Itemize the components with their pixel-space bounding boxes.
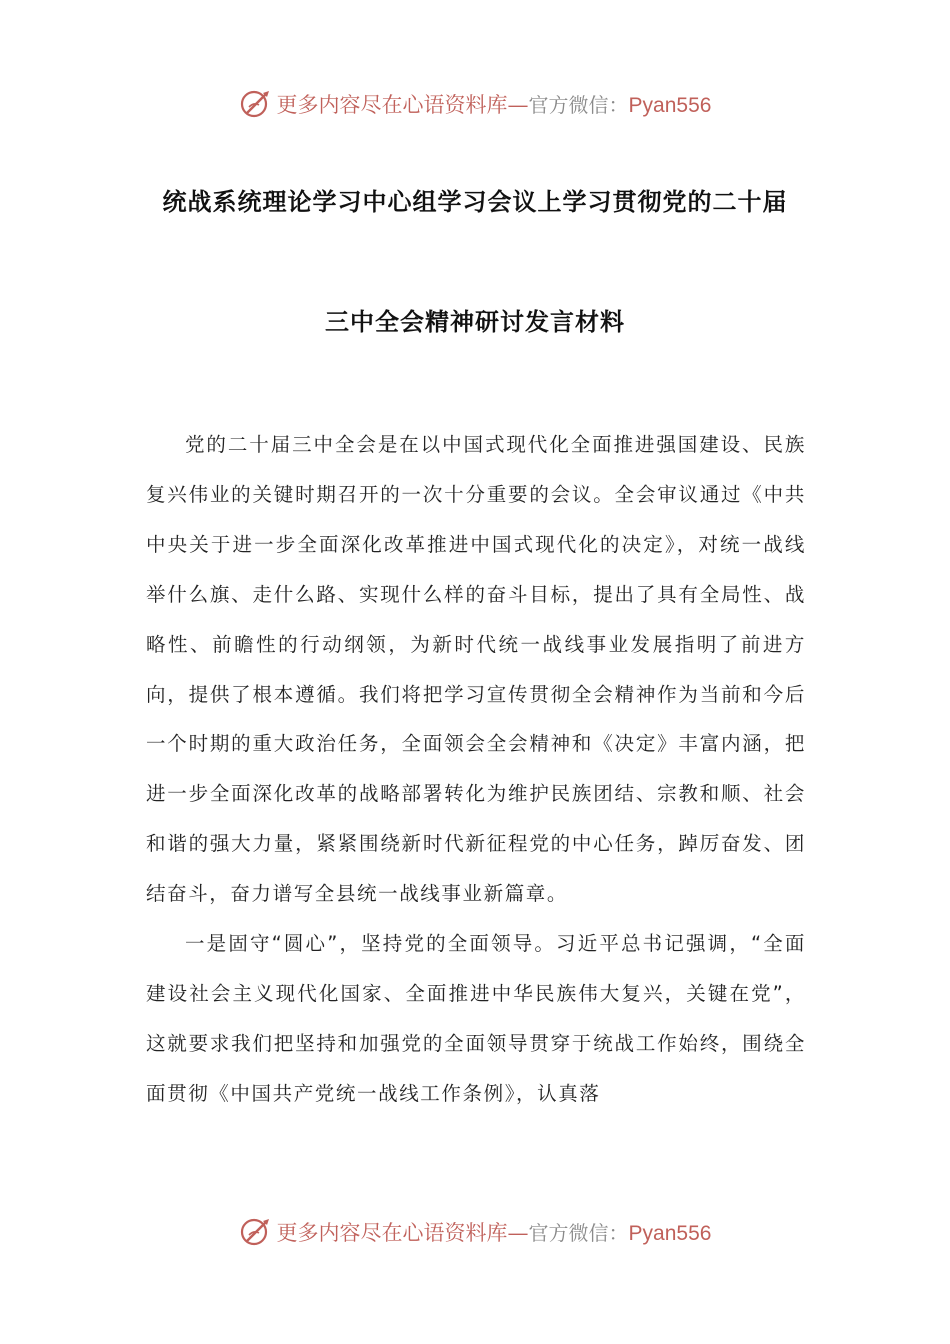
- watermark-official-label: 官方微信：: [528, 1221, 629, 1245]
- footer-watermark: [0, 1212, 950, 1252]
- watermark-official-label: 官方微信：: [528, 93, 629, 117]
- watermark-text: [277, 1217, 712, 1247]
- watermark-site-text: 更多内容尽在心语资料库: [276, 93, 508, 117]
- document-title-line-2: 三中全会精神研讨发言材料: [325, 308, 625, 336]
- watermark-site-text: 更多内容尽在心语资料库: [276, 1221, 508, 1245]
- pen-logo-icon: [239, 1215, 273, 1249]
- watermark-wechat-id: Pyan556: [628, 94, 712, 117]
- document-body: [146, 420, 806, 1119]
- header-watermark: [0, 84, 950, 124]
- document-title-line-1: 统战系统理论学习中心组学习会议上学习贯彻党的二十届: [162, 188, 788, 216]
- body-paragraph-2: 一是固守“圆心”，坚持党的全面领导。习近平总书记强调，“全面建设社会主义现代化国家、全面推进中华民族伟大复兴，关键在党”，这就要求我们把坚持和加强党的全面领导贯穿于统战工作始终，围绕全面贯彻《中国共产党统一战线工作条例》，认真落: [146, 932, 806, 1105]
- watermark-text: [277, 89, 712, 119]
- pen-logo-icon: [239, 87, 273, 121]
- watermark-wechat-id: Pyan556: [628, 1222, 712, 1245]
- watermark-separator: —: [507, 1221, 529, 1245]
- watermark-separator: —: [507, 93, 529, 117]
- body-paragraph-1: 党的二十届三中全会是在以中国式现代化全面推进强国建设、民族复兴伟业的关键时期召开的一次十分重要的会议。全会审议通过《中共中央关于进一步全面深化改革推进中国式现代化的决定》，对统一战线举什么旗、走什么路、实现什么样的奋斗目标，提出了具有全局性、战略性、前瞻性的行动纲领，为新时代统一战线事业发展指明了前进方向，提供了根本遵循。我们将把学习宣传贯彻全会精神作为当前和今后一个时期的重大政治任务，全面领会全会精神和《决定》丰富内涵，把进一步全面深化改革的战略部署转化为维护民族团结、宗教和顺、社会和谐的强大力量，紧紧围绕新时代新征程党的中心任务，踔厉奋发、团结奋斗，奋力谱写全县统一战线事业新篇章。: [146, 433, 806, 906]
